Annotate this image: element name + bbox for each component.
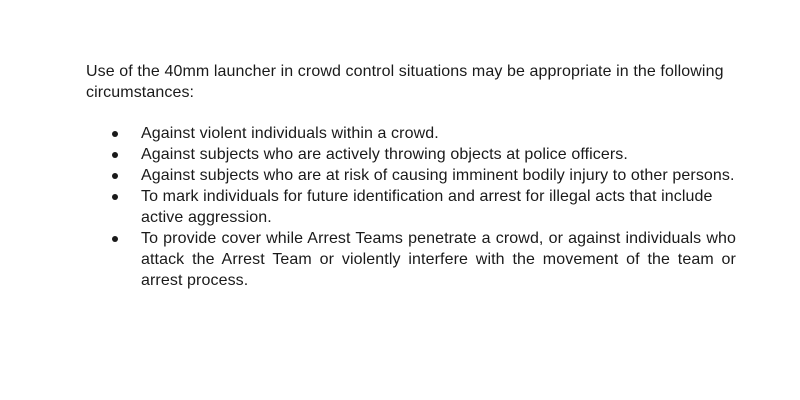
circumstances-list [110, 123, 736, 291]
bullet-icon [112, 131, 118, 137]
list-item-text: Against violent individuals within a crowd. [141, 125, 439, 142]
list-item-text: Against subjects who are actively throwing objects at police officers. [141, 146, 628, 163]
list-item [110, 186, 736, 228]
list-item-text: To mark individuals for future identification and arrest for illegal acts that include active aggression. [141, 188, 713, 226]
list-item-text: Against subjects who are at risk of causing imminent bodily injury to other persons. [141, 167, 735, 184]
intro-paragraph: Use of the 40mm launcher in crowd control situations may be appropriate in the following circumstances: [86, 63, 724, 101]
bullet-icon [112, 173, 118, 179]
bullet-icon [112, 194, 118, 200]
bullet-icon [112, 152, 118, 158]
bullet-icon [112, 236, 118, 242]
list-item [110, 165, 736, 186]
list-item [110, 228, 736, 291]
list-item [110, 144, 736, 165]
list-item-text: To provide cover while Arrest Teams penetrate a crowd, or against individuals who attack the Arrest Team or violently interfere with the movement of the team or arrest process. [141, 230, 736, 289]
list-item [110, 123, 736, 144]
